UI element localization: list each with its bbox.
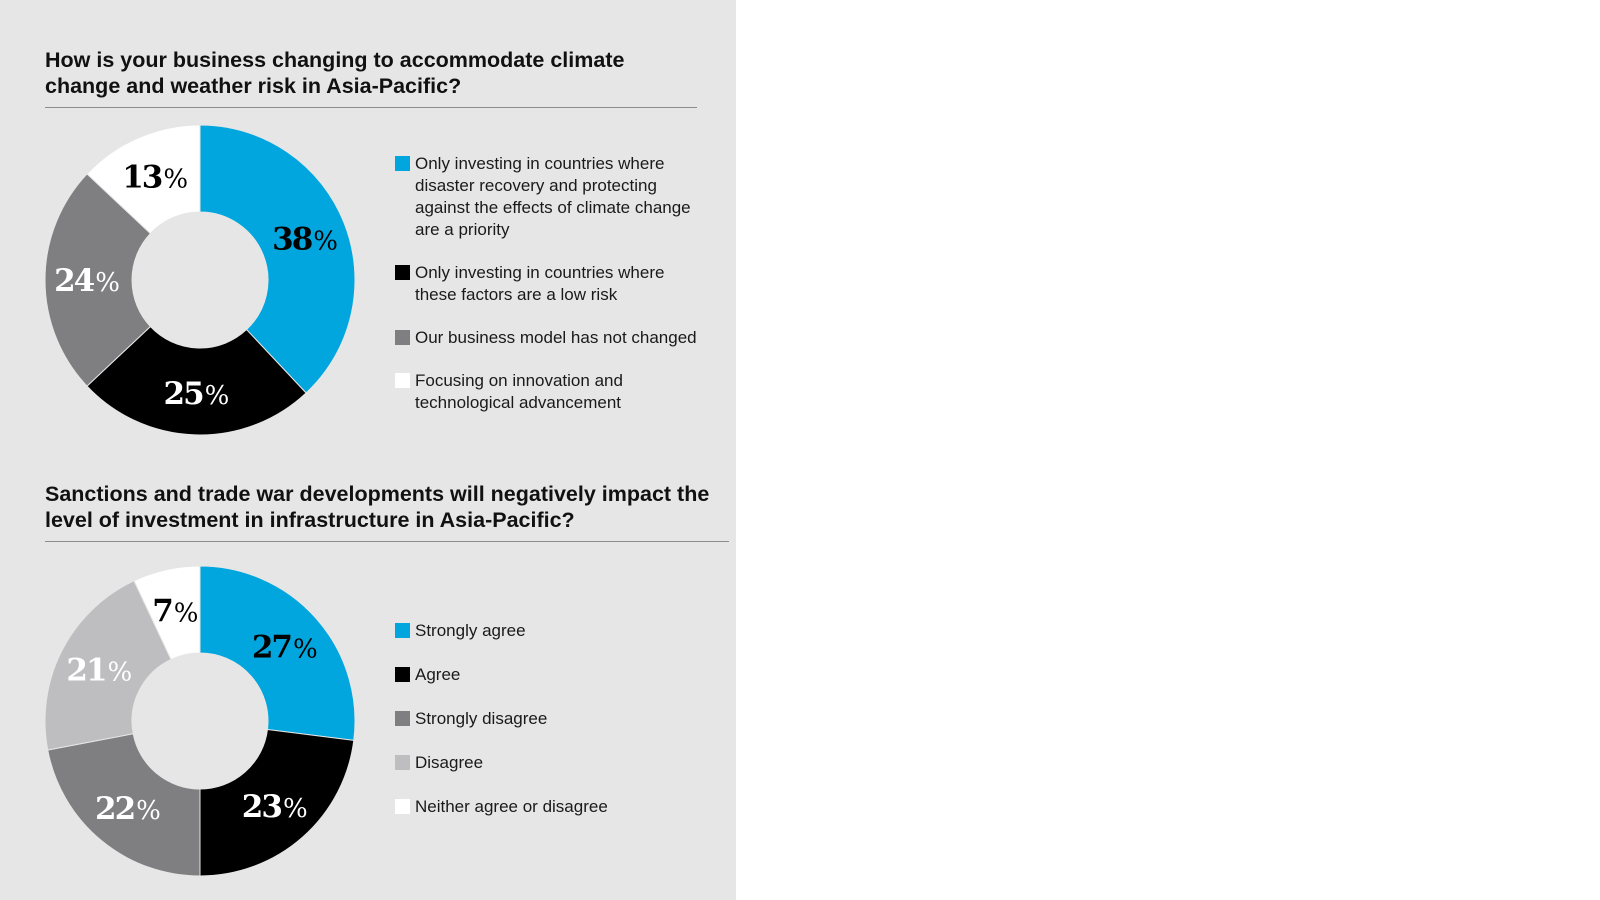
slice-value-label: 25% <box>163 375 230 412</box>
legend-swatch <box>395 373 410 388</box>
slice-value-label: 27% <box>251 629 318 666</box>
slice-value-label: 22% <box>95 791 161 828</box>
legend-item <box>395 620 715 642</box>
legend-swatch <box>395 623 410 638</box>
donut-chart-climate <box>45 125 355 435</box>
legend-label: Strongly agree <box>415 621 526 640</box>
legend-climate <box>395 153 705 435</box>
legend-sanctions <box>395 620 715 840</box>
slice-value-label: 24% <box>54 263 120 299</box>
legend-swatch <box>395 330 410 345</box>
legend-label: Strongly disagree <box>415 709 548 728</box>
legend-item <box>395 664 715 686</box>
legend-item <box>395 262 705 306</box>
slice-value-label: 23% <box>241 788 308 825</box>
chart-title-sanctions: Sanctions and trade war developments will negatively impact the level of investment in infrastructure in Asia-Pacific? <box>45 481 729 542</box>
legend-item <box>395 752 715 774</box>
legend-label: Neither agree or disagree <box>415 797 608 816</box>
chart-title-climate: How is your business changing to accommodate climate change and weather risk in Asia-Pacific? <box>45 47 697 108</box>
legend-swatch <box>395 755 410 770</box>
infographic-panel <box>0 0 736 900</box>
slice-value-label: 38% <box>272 221 338 258</box>
donut-chart-sanctions <box>45 566 355 876</box>
legend-swatch <box>395 711 410 726</box>
legend-item <box>395 370 705 414</box>
legend-label: Only investing in countries where these factors are a low risk <box>415 263 665 304</box>
legend-swatch <box>395 265 410 280</box>
legend-item <box>395 796 715 818</box>
legend-item <box>395 327 705 349</box>
legend-swatch <box>395 799 410 814</box>
legend-swatch <box>395 667 410 682</box>
slice-value-label: 21% <box>66 652 133 689</box>
legend-label: Focusing on innovation and technological advancement <box>415 371 623 412</box>
slice-value-label: 7% <box>152 593 199 630</box>
legend-label: Only investing in countries where disaster recovery and protecting against the effects of climate change are a priority <box>415 154 691 239</box>
legend-label: Disagree <box>415 753 484 772</box>
legend-swatch <box>395 156 410 171</box>
legend-label: Agree <box>415 665 461 684</box>
legend-item <box>395 153 705 241</box>
legend-label: Our business model has not changed <box>415 328 697 347</box>
legend-item <box>395 708 715 730</box>
slice-value-label: 13% <box>122 159 189 196</box>
